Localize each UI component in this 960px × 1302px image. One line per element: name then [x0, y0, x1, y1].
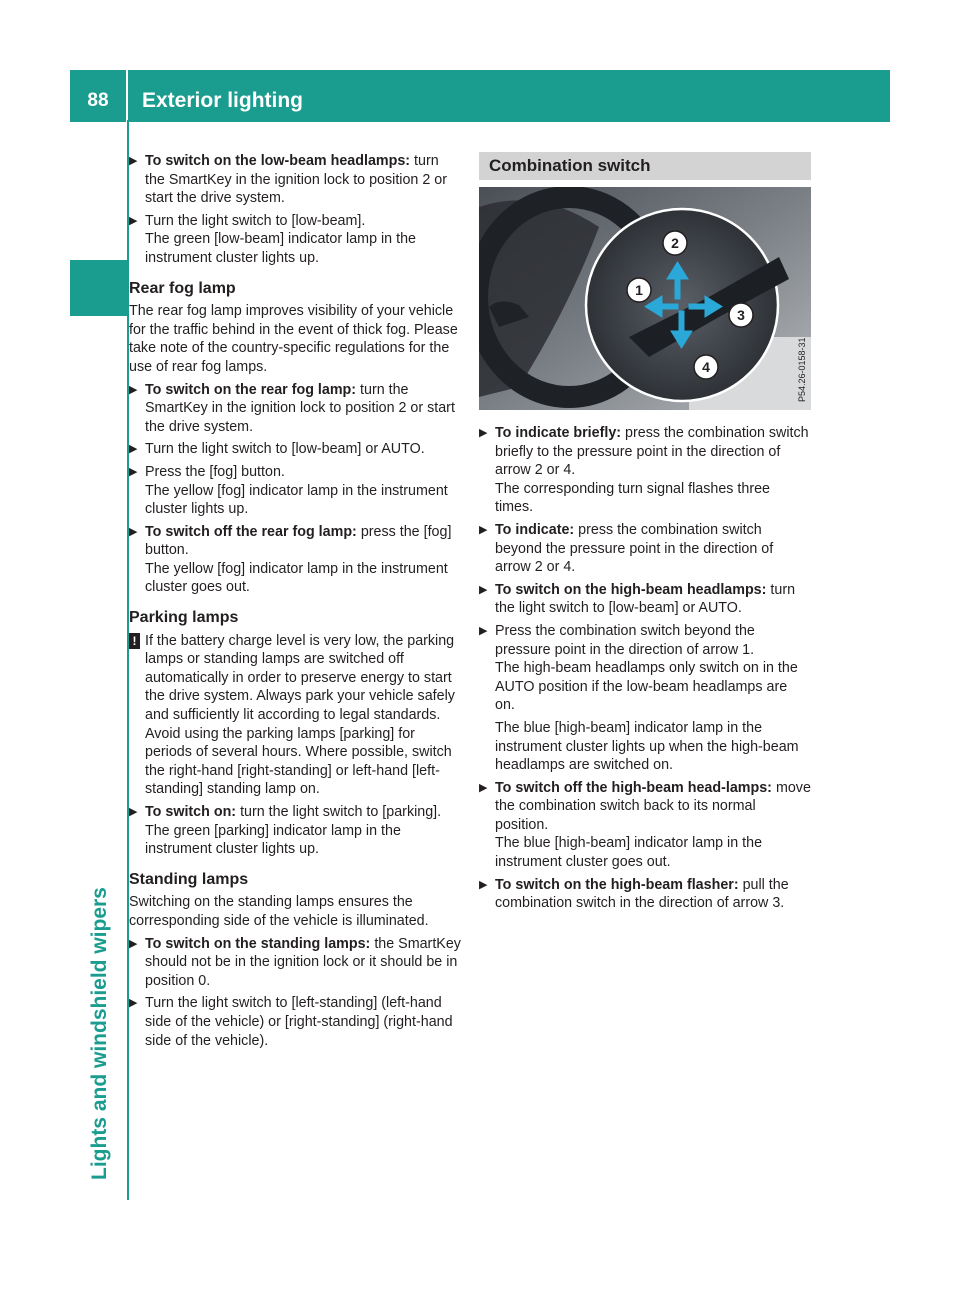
instruction-bold: To switch on the rear fog lamp:	[145, 381, 357, 398]
instruction-arrow-icon: ▶	[479, 781, 488, 794]
instruction-rearfog-off	[129, 523, 461, 597]
section-title: Combination switch	[489, 156, 651, 175]
callout-4: 4	[702, 359, 710, 375]
warning-text: If the battery charge level is very low, the parking lamps or standing lamps are switched off automatically in order to preserve energy to start the drive system. Always park your vehicle safely and sufficiently lit according to legal standards. Avoid using the parking lamps [parking] for periods of several hours. Where possible, switch the right-hand [right-standing] or left-hand [left-standing] standing lamp on.	[145, 632, 455, 798]
instruction-text: Turn the light switch to [low-beam] or AUTO.	[145, 441, 425, 458]
instruction-arrow-icon: ▶	[479, 878, 488, 891]
instruction-text: press the [fog] button.	[145, 523, 452, 559]
instruction-text: Turn the light switch to [low-beam].	[145, 212, 366, 229]
instruction-highbeam-off	[479, 779, 811, 872]
instruction-arrow-icon: ▶	[129, 806, 138, 818]
instruction-flasher	[479, 876, 811, 913]
instruction-text: turn the SmartKey in the ignition lock to position 2 or start the drive system.	[145, 381, 455, 435]
instruction-lightswitch	[129, 212, 461, 268]
instruction-text: Turn the light switch to [left-standing] (left-hand side of the vehicle) or [right-standing] (right-hand side of the vehicle).	[145, 995, 453, 1049]
warning-icon: !	[129, 633, 140, 649]
instruction-rearfog-on	[129, 381, 461, 437]
instruction-bold: To switch off the high-beam head-lamps:	[495, 779, 772, 796]
instruction-arrow-icon: ▶	[129, 937, 138, 950]
chapter-marker	[70, 260, 127, 316]
instruction-text: pull the combination switch in the direction of arrow 3.	[495, 876, 789, 912]
instruction-text: Press the [fog] button.	[145, 463, 285, 480]
instruction-text: turn the SmartKey in the ignition lock to position 2 or start the drive system.	[145, 153, 447, 207]
instruction-bold: To switch on the high-beam flasher:	[495, 876, 739, 893]
section-heading-standing: Standing lamps	[129, 870, 249, 888]
instruction-standing-on	[129, 935, 461, 991]
instruction-standing-switch	[129, 994, 461, 1050]
instruction-text: move the combination switch back to its normal position.	[495, 779, 811, 833]
instruction-press-fog	[129, 463, 461, 519]
result-text: The yellow [fog] indicator lamp in the instrument cluster lights up.	[145, 482, 448, 518]
instruction-indicate	[479, 521, 811, 577]
page-header	[70, 70, 890, 122]
instruction-highbeam-on	[479, 581, 811, 618]
result-text: The corresponding turn signal flashes three times.	[495, 480, 770, 516]
right-column	[479, 424, 811, 917]
left-column	[129, 152, 461, 1054]
instruction-lowbeam	[129, 152, 461, 208]
instruction-text: turn the light switch to [parking].	[240, 804, 442, 820]
instruction-text: Press the combination switch beyond the pressure point in the direction of arrow 1.	[495, 622, 755, 658]
result-text: The green [parking] indicator lamp in the instrument cluster lights up.	[145, 822, 401, 858]
instruction-indicate-briefly	[479, 424, 811, 517]
instruction-arrow-icon: ▶	[479, 583, 488, 596]
instruction-arrow-icon: ▶	[129, 155, 138, 167]
callout-3: 3	[737, 307, 745, 323]
instruction-parking-on	[129, 803, 461, 859]
result-text: The green [low-beam] indicator lamp in the instrument cluster lights up.	[145, 231, 416, 266]
warning-note	[129, 632, 461, 799]
instruction-text: press the combination switch briefly to the pressure point in the direction of arrow 2 or 4.	[495, 425, 809, 479]
instruction-arrow-icon: ▶	[129, 214, 138, 227]
instruction-bold: To switch on the low-beam headlamps:	[145, 153, 411, 169]
instruction-bold: To switch off the rear fog lamp:	[145, 523, 357, 540]
figure-id: P54.26-0158-31	[797, 337, 807, 402]
instruction-arrow-icon: ▶	[129, 525, 138, 538]
instruction-arrow-icon: ▶	[479, 523, 488, 536]
callout-1: 1	[635, 282, 643, 298]
chapter-label: Lights and windshield wipers	[88, 887, 111, 1180]
section-header-combination-switch	[479, 152, 811, 180]
header-divider	[126, 70, 128, 122]
instruction-bold: To indicate briefly:	[495, 425, 622, 441]
result-text: The high-beam headlamps only switch on in the AUTO position if the low-beam headlamps are on.	[495, 660, 798, 714]
result-text: The blue [high-beam] indicator lamp in the instrument cluster goes out.	[495, 835, 763, 871]
paragraph-rear-fog: The rear fog lamp improves visibility of your vehicle for the traffic behind in the event of thick fog. Please take note of the country-specific regulations for the use of rear fog lamps.	[129, 303, 458, 375]
instruction-bold: To indicate:	[495, 521, 575, 538]
instruction-bold: To switch on:	[145, 804, 237, 820]
instruction-arrow-icon: ▶	[479, 624, 488, 637]
instruction-bold: To switch on the high-beam headlamps:	[495, 581, 767, 598]
paragraph-standing: Switching on the standing lamps ensures the corresponding side of the vehicle is illuminated.	[129, 894, 429, 929]
instruction-arrow-icon: ▶	[129, 383, 138, 396]
page-title: Exterior lighting	[142, 89, 304, 112]
instruction-lightswitch-2	[129, 440, 461, 459]
instruction-bold: To switch on the standing lamps:	[145, 935, 371, 952]
chapter-sidebar	[70, 120, 129, 1200]
section-heading-parking: Parking lamps	[129, 609, 239, 627]
section-heading-rear-fog: Rear fog lamp	[129, 279, 236, 297]
callout-2: 2	[671, 235, 679, 251]
instruction-text: press the combination switch beyond the pressure point in the direction of arrow 2 or 4.	[495, 521, 774, 576]
instruction-press-beyond	[479, 622, 811, 775]
instruction-arrow-icon: ▶	[129, 443, 138, 456]
instruction-arrow-icon: ▶	[479, 427, 488, 439]
instruction-arrow-icon: ▶	[129, 997, 138, 1010]
instruction-arrow-icon: ▶	[129, 465, 138, 478]
combination-switch-figure	[479, 187, 811, 410]
instruction-text: the SmartKey should not be in the ignition lock or it should be in position 0.	[145, 935, 461, 989]
instruction-text: turn the light switch to [low-beam] or AUTO.	[495, 581, 796, 617]
result-text: The blue [high-beam] indicator lamp in the instrument cluster lights up when the high-beam headlamps are switched on.	[495, 719, 799, 774]
result-text: The yellow [fog] indicator lamp in the instrument cluster goes out.	[145, 560, 448, 596]
page-number: 88	[87, 90, 109, 111]
